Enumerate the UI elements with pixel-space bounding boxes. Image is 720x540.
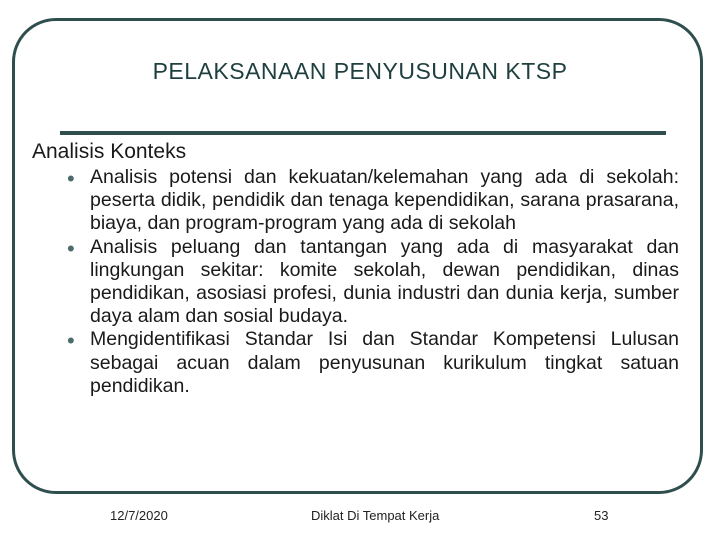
bullet-icon: • xyxy=(67,328,75,354)
bullet-item xyxy=(67,328,679,398)
title-underline xyxy=(60,131,666,135)
footer-date: 12/7/2020 xyxy=(110,508,168,523)
bullet-icon: • xyxy=(67,166,75,191)
bullet-list xyxy=(67,166,679,398)
section-heading: Analisis Konteks xyxy=(32,140,187,163)
bullet-item xyxy=(67,166,679,236)
bullet-text: Analisis peluang dan tantangan yang ada di masyarakat dan lingkungan sekitar: komite sekolah, dewan pendidikan, dinas pendidikan, asosiasi profesi, dunia industri dan dunia kerja, sumber daya alam dan sosial budaya. xyxy=(90,235,679,328)
bullet-icon: • xyxy=(67,235,75,261)
footer-title: Diklat Di Tempat Kerja xyxy=(311,508,440,523)
slide-title: PELAKSANAAN PENYUSUNAN KTSP xyxy=(152,58,568,84)
bullet-item xyxy=(67,235,679,329)
bullet-text: Analisis potensi dan kekuatan/kelemahan yang ada di sekolah: peserta didik, pendidik dan tenaga kependidikan, sarana prasarana, biaya, dan program-program yang ada di sekolah xyxy=(90,166,679,235)
bullet-text: Mengidentifikasi Standar Isi dan Standar Kompetensi Lulusan sebagai acuan dalam penyusunan kurikulum tingkat satuan pendidikan. xyxy=(90,328,679,397)
page-number: 53 xyxy=(594,508,609,523)
